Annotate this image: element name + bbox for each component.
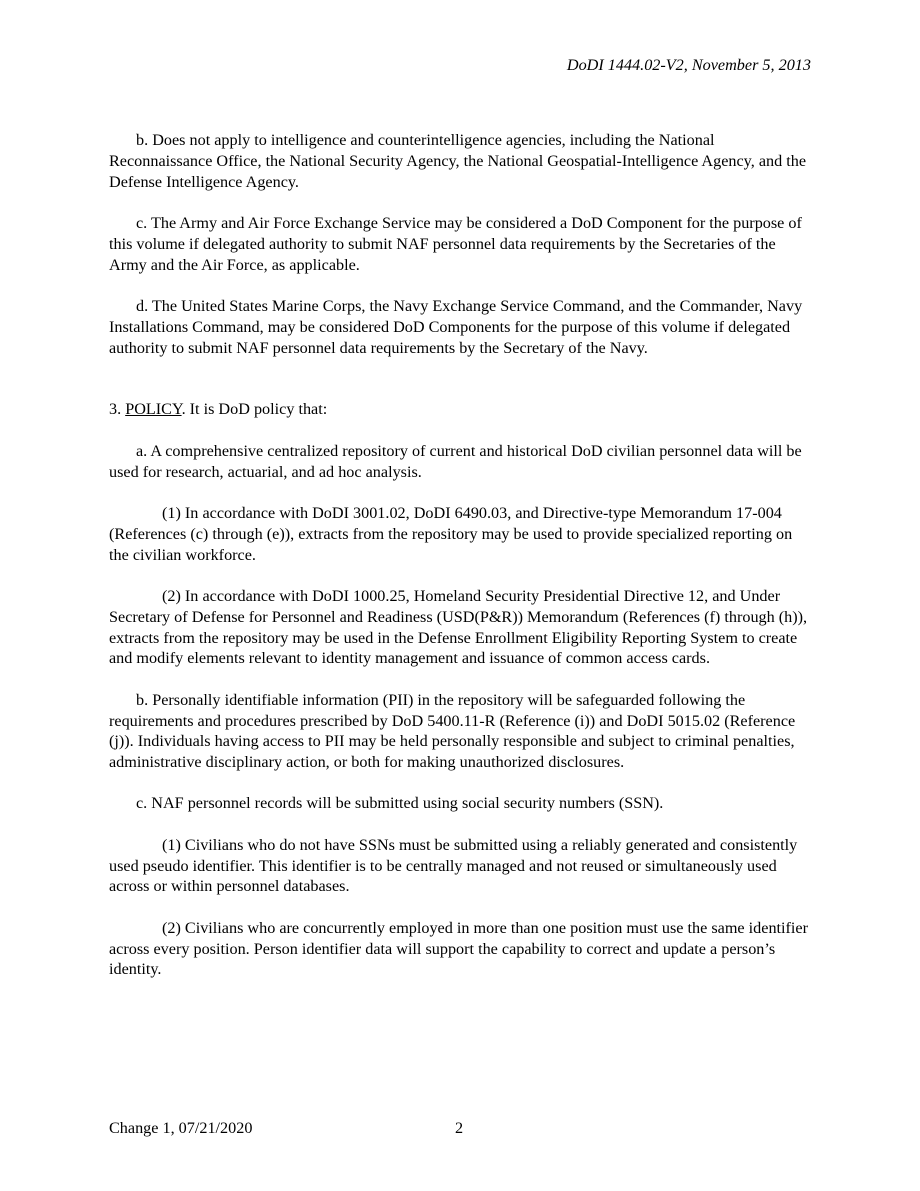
paragraph-3c-1: (1) Civilians who do not have SSNs must be submitted using a reliably generated and consistently used pseudo identifier. This identifier is to be centrally managed and not reused or simultaneously used across or within personnel databases. [109,835,798,896]
paragraph-3c-2: (2) Civilians who are concurrently employed in more than one position must use the same identifier across every position. Person identifier data will support the capability to correct and update a person’s identity. [109,918,808,979]
paragraph-3a-2: (2) In accordance with DoDI 1000.25, Homeland Security Presidential Directive 12, and Under Secretary of Defense for Personnel and Readiness (USD(P&R)) Memorandum (References (f) through (h)), extracts from the repository may be used in the Defense Enrollment Eligibility Reporting System to create and modify elements relevant to identity management and issuance of common access cards. [109,586,808,668]
footer-change-date: Change 1, 07/21/2020 [109,1119,253,1137]
paragraph-3c: c. NAF personnel records will be submitted using social security numbers (SSN). [136,794,664,813]
paragraph-2d: d. The United States Marine Corps, the Navy Exchange Service Command, and the Commander, Navy Installations Command, may be considered DoD Components for the purpose of this volume if delegated authority to submit NAF personnel data requirements by the Secretary of the Navy. [109,296,803,357]
section-3-heading [109,399,815,420]
document-header: DoDI 1444.02-V2, November 5, 2013 [566,56,811,74]
paragraph-2b: b. Does not apply to intelligence and counterintelligence agencies, including the National Reconnaissance Office, the National Security Agency, the National Geospatial-Intelligence Agency, and the Defense Intelligence Agency. [109,131,807,191]
document-body [109,130,815,1001]
paragraph-2c: c. The Army and Air Force Exchange Service may be considered a DoD Component for the purpose of this volume if delegated authority to submit NAF personnel data requirements by the Secretaries of the Army and the Air Force, as applicable. [109,213,802,274]
section-title-policy: POLICY [125,400,182,419]
paragraph-3b: b. Personally identifiable information (PII) in the repository will be safeguarded following the requirements and procedures prescribed by DoD 5400.11-R (Reference (i)) and DoDI 5015.02 (Reference (j)). Individuals having access to PII may be held personally responsible and subject to criminal penalties, administrative disciplinary action, or both for making unauthorized disclosures. [109,690,796,772]
paragraph-3a: a. A comprehensive centralized repository of current and historical DoD civilian personnel data will be used for research, actuarial, and ad hoc analysis. [109,441,802,481]
page-number: 2 [455,1119,464,1137]
section-intro: . It is DoD policy that: [181,400,328,419]
section-number: 3. [109,400,126,419]
paragraph-3a-1: (1) In accordance with DoDI 3001.02, DoDI 6490.03, and Directive-type Memorandum 17-004 (References (c) through (e)), extracts from the repository may be used to provide specialized reporting on the civilian workforce. [109,503,793,564]
